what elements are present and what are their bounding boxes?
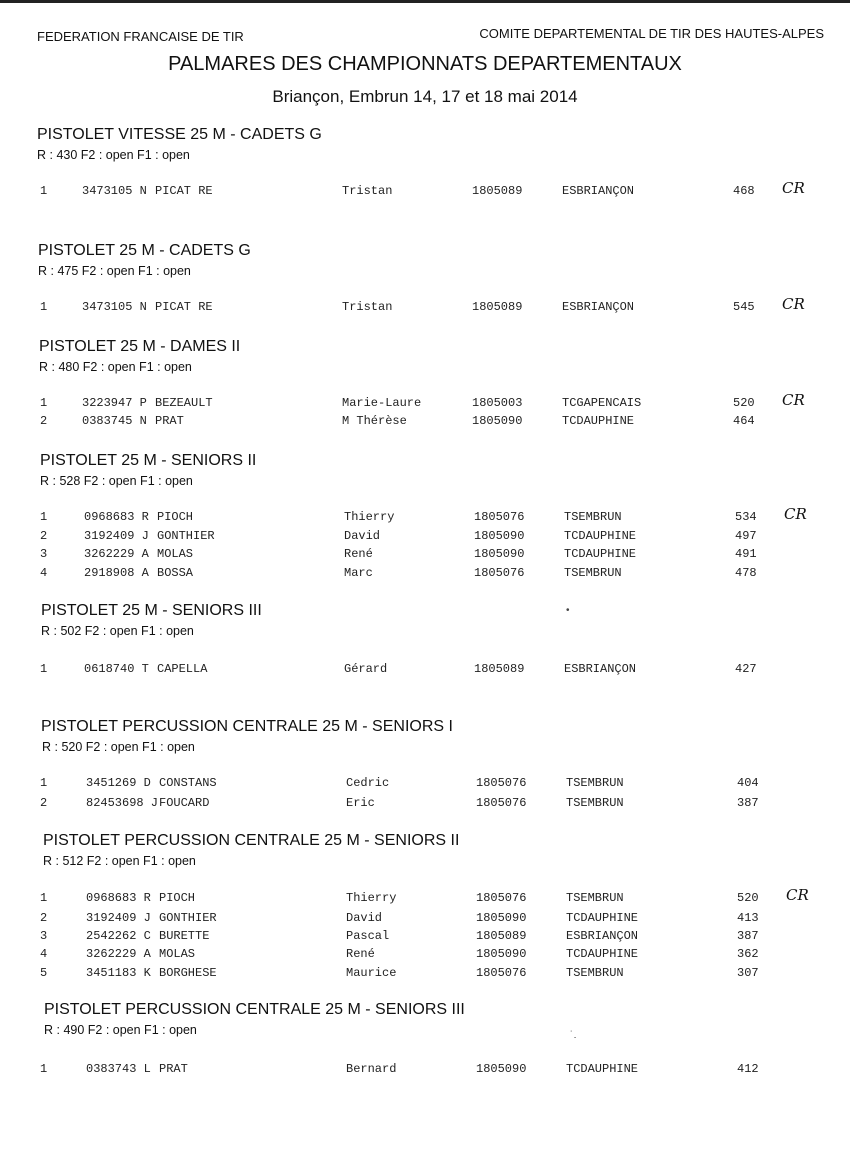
name: BURETTE — [159, 929, 210, 943]
score: 464 — [733, 414, 755, 428]
score: 427 — [735, 662, 757, 676]
result-row — [0, 911, 850, 929]
score: 520 — [737, 891, 759, 905]
first-name: Gérard — [344, 662, 388, 676]
result-row — [0, 886, 850, 909]
section-info: R : 430 F2 : open F1 : open — [37, 148, 190, 162]
rank: 1 — [40, 184, 48, 198]
federation-name: FEDERATION FRANCAISE DE TIR — [37, 29, 244, 44]
rank: 1 — [40, 510, 48, 524]
club-name: TCDAUPHINE — [564, 547, 637, 561]
club-number: 1805076 — [476, 796, 527, 810]
rank: 2 — [40, 796, 48, 810]
club-name: TCDAUPHINE — [564, 529, 637, 543]
license: 0618740 T — [84, 662, 149, 676]
score: 307 — [737, 966, 759, 980]
document-subtitle: Briançon, Embrun 14, 17 et 18 mai 2014 — [272, 87, 578, 106]
handwritten-mark: CR — [784, 505, 807, 523]
license: 3262229 A — [86, 947, 151, 961]
license: 0383745 N — [82, 414, 147, 428]
club-name: TSEMBRUN — [566, 891, 624, 905]
club-number: 1805090 — [474, 547, 525, 561]
club-number: 1805076 — [476, 966, 527, 980]
score: 387 — [737, 929, 759, 943]
result-row — [0, 391, 850, 414]
result-row — [0, 929, 850, 947]
name: BEZEAULT — [155, 396, 213, 410]
score: 413 — [737, 911, 759, 925]
score: 478 — [735, 566, 757, 580]
club-number: 1805089 — [474, 662, 525, 676]
score: 362 — [737, 947, 759, 961]
section-title: PISTOLET PERCUSSION CENTRALE 25 M - SENIORS II — [43, 832, 460, 849]
first-name: David — [346, 911, 383, 925]
club-name: ESBRIANÇON — [564, 662, 637, 676]
rank: 3 — [40, 929, 48, 943]
name: GONTHIER — [157, 529, 215, 543]
section-info: R : 502 F2 : open F1 : open — [41, 624, 194, 638]
score: 520 — [733, 396, 755, 410]
license: 82453698 J — [86, 796, 159, 810]
club-number: 1805003 — [472, 396, 523, 410]
section-title: PISTOLET 25 M - DAMES II — [39, 338, 241, 355]
result-row — [0, 529, 850, 547]
section-info: R : 480 F2 : open F1 : open — [39, 360, 192, 374]
result-row — [0, 662, 850, 680]
name: PICAT RE — [155, 300, 213, 314]
club-name: ESBRIANÇON — [566, 929, 639, 943]
rank: 2 — [40, 529, 48, 543]
license: 3473105 N — [82, 300, 147, 314]
scan-speck: • — [566, 605, 570, 616]
first-name: Maurice — [346, 966, 397, 980]
section-title: PISTOLET 25 M - SENIORS III — [41, 602, 262, 619]
club-number: 1805090 — [476, 947, 527, 961]
name: MOLAS — [157, 547, 194, 561]
club-number: 1805076 — [476, 776, 527, 790]
name: BOSSA — [157, 566, 194, 580]
handwritten-mark: CR — [782, 391, 805, 409]
license: 3473105 N — [82, 184, 147, 198]
club-number: 1805090 — [474, 529, 525, 543]
club-name: TSEMBRUN — [566, 796, 624, 810]
rank: 2 — [40, 414, 48, 428]
club-name: TCDAUPHINE — [562, 414, 635, 428]
license: 2918908 A — [84, 566, 149, 580]
rank: 1 — [40, 891, 48, 905]
club-number: 1805076 — [476, 891, 527, 905]
result-row — [0, 776, 850, 794]
section-info: R : 490 F2 : open F1 : open — [44, 1023, 197, 1037]
club-number: 1805090 — [476, 1062, 527, 1076]
name: PIOCH — [159, 891, 196, 905]
first-name: René — [344, 547, 373, 561]
result-row — [0, 566, 850, 584]
score: 387 — [737, 796, 759, 810]
name: FOUCARD — [159, 796, 210, 810]
score: 497 — [735, 529, 757, 543]
club-name: TSEMBRUN — [564, 510, 622, 524]
club-number: 1805089 — [476, 929, 527, 943]
scan-speck: ˙․ — [570, 1030, 577, 1041]
license: 2542262 C — [86, 929, 151, 943]
name: PRAT — [155, 414, 184, 428]
first-name: Marc — [344, 566, 373, 580]
license: 3451183 K — [86, 966, 151, 980]
club-name: TCDAUPHINE — [566, 1062, 639, 1076]
first-name: Cedric — [346, 776, 390, 790]
name: CAPELLA — [157, 662, 208, 676]
name: PICAT RE — [155, 184, 213, 198]
club-name: TSEMBRUN — [566, 776, 624, 790]
result-row — [0, 547, 850, 565]
club-number: 1805089 — [472, 184, 523, 198]
club-name: TSEMBRUN — [566, 966, 624, 980]
first-name: M Thérèse — [342, 414, 407, 428]
club-name: TSEMBRUN — [564, 566, 622, 580]
section-title: PISTOLET PERCUSSION CENTRALE 25 M - SENIORS I — [41, 718, 453, 735]
section-info: R : 475 F2 : open F1 : open — [38, 264, 191, 278]
first-name: Tristan — [342, 184, 393, 198]
rank: 1 — [40, 662, 48, 676]
result-row — [0, 1062, 850, 1080]
committee-name: COMITE DEPARTEMENTAL DE TIR DES HAUTES-ALPES — [479, 26, 824, 41]
license: 3223947 P — [82, 396, 147, 410]
result-row — [0, 947, 850, 965]
result-row — [0, 505, 850, 528]
result-row — [0, 179, 850, 202]
rank: 2 — [40, 911, 48, 925]
rank: 4 — [40, 947, 48, 961]
name: GONTHIER — [159, 911, 217, 925]
section-info: R : 520 F2 : open F1 : open — [42, 740, 195, 754]
first-name: David — [344, 529, 381, 543]
rank: 1 — [40, 1062, 48, 1076]
club-name: ESBRIANÇON — [562, 300, 635, 314]
rank: 1 — [40, 300, 48, 314]
section-info: R : 528 F2 : open F1 : open — [40, 474, 193, 488]
handwritten-mark: CR — [786, 886, 809, 904]
first-name: Marie-Laure — [342, 396, 422, 410]
name: PRAT — [159, 1062, 188, 1076]
license: 0968683 R — [84, 510, 149, 524]
result-row — [0, 414, 850, 432]
club-number: 1805076 — [474, 510, 525, 524]
first-name: Thierry — [344, 510, 395, 524]
section-title: PISTOLET 25 M - CADETS G — [38, 242, 251, 259]
result-row — [0, 295, 850, 318]
name: PIOCH — [157, 510, 194, 524]
club-number: 1805090 — [472, 414, 523, 428]
section-title: PISTOLET 25 M - SENIORS II — [40, 452, 257, 469]
score: 545 — [733, 300, 755, 314]
document-title: PALMARES DES CHAMPIONNATS DEPARTEMENTAUX — [168, 53, 682, 75]
club-name: TCDAUPHINE — [566, 947, 639, 961]
rank: 5 — [40, 966, 48, 980]
section-title: PISTOLET PERCUSSION CENTRALE 25 M - SENIORS III — [44, 1001, 465, 1018]
rank: 4 — [40, 566, 48, 580]
top-border — [0, 0, 850, 3]
handwritten-mark: CR — [782, 179, 805, 197]
result-row — [0, 966, 850, 984]
score: 491 — [735, 547, 757, 561]
score: 468 — [733, 184, 755, 198]
first-name: Tristan — [342, 300, 393, 314]
club-number: 1805089 — [472, 300, 523, 314]
rank: 1 — [40, 776, 48, 790]
name: BORGHESE — [159, 966, 217, 980]
score: 534 — [735, 510, 757, 524]
score: 404 — [737, 776, 759, 790]
first-name: Eric — [346, 796, 375, 810]
license: 3192409 J — [84, 529, 149, 543]
first-name: Pascal — [346, 929, 390, 943]
club-number: 1805076 — [474, 566, 525, 580]
score: 412 — [737, 1062, 759, 1076]
club-name: TCDAUPHINE — [566, 911, 639, 925]
license: 0968683 R — [86, 891, 151, 905]
name: MOLAS — [159, 947, 196, 961]
section-info: R : 512 F2 : open F1 : open — [43, 854, 196, 868]
rank: 1 — [40, 396, 48, 410]
license: 3262229 A — [84, 547, 149, 561]
club-name: ESBRIANÇON — [562, 184, 635, 198]
rank: 3 — [40, 547, 48, 561]
first-name: René — [346, 947, 375, 961]
handwritten-mark: CR — [782, 295, 805, 313]
first-name: Bernard — [346, 1062, 397, 1076]
club-name: TCGAPENCAIS — [562, 396, 642, 410]
license: 3192409 J — [86, 911, 151, 925]
name: CONSTANS — [159, 776, 217, 790]
club-number: 1805090 — [476, 911, 527, 925]
license: 0383743 L — [86, 1062, 151, 1076]
result-row — [0, 796, 850, 814]
section-title: PISTOLET VITESSE 25 M - CADETS G — [37, 126, 322, 143]
first-name: Thierry — [346, 891, 397, 905]
license: 3451269 D — [86, 776, 151, 790]
